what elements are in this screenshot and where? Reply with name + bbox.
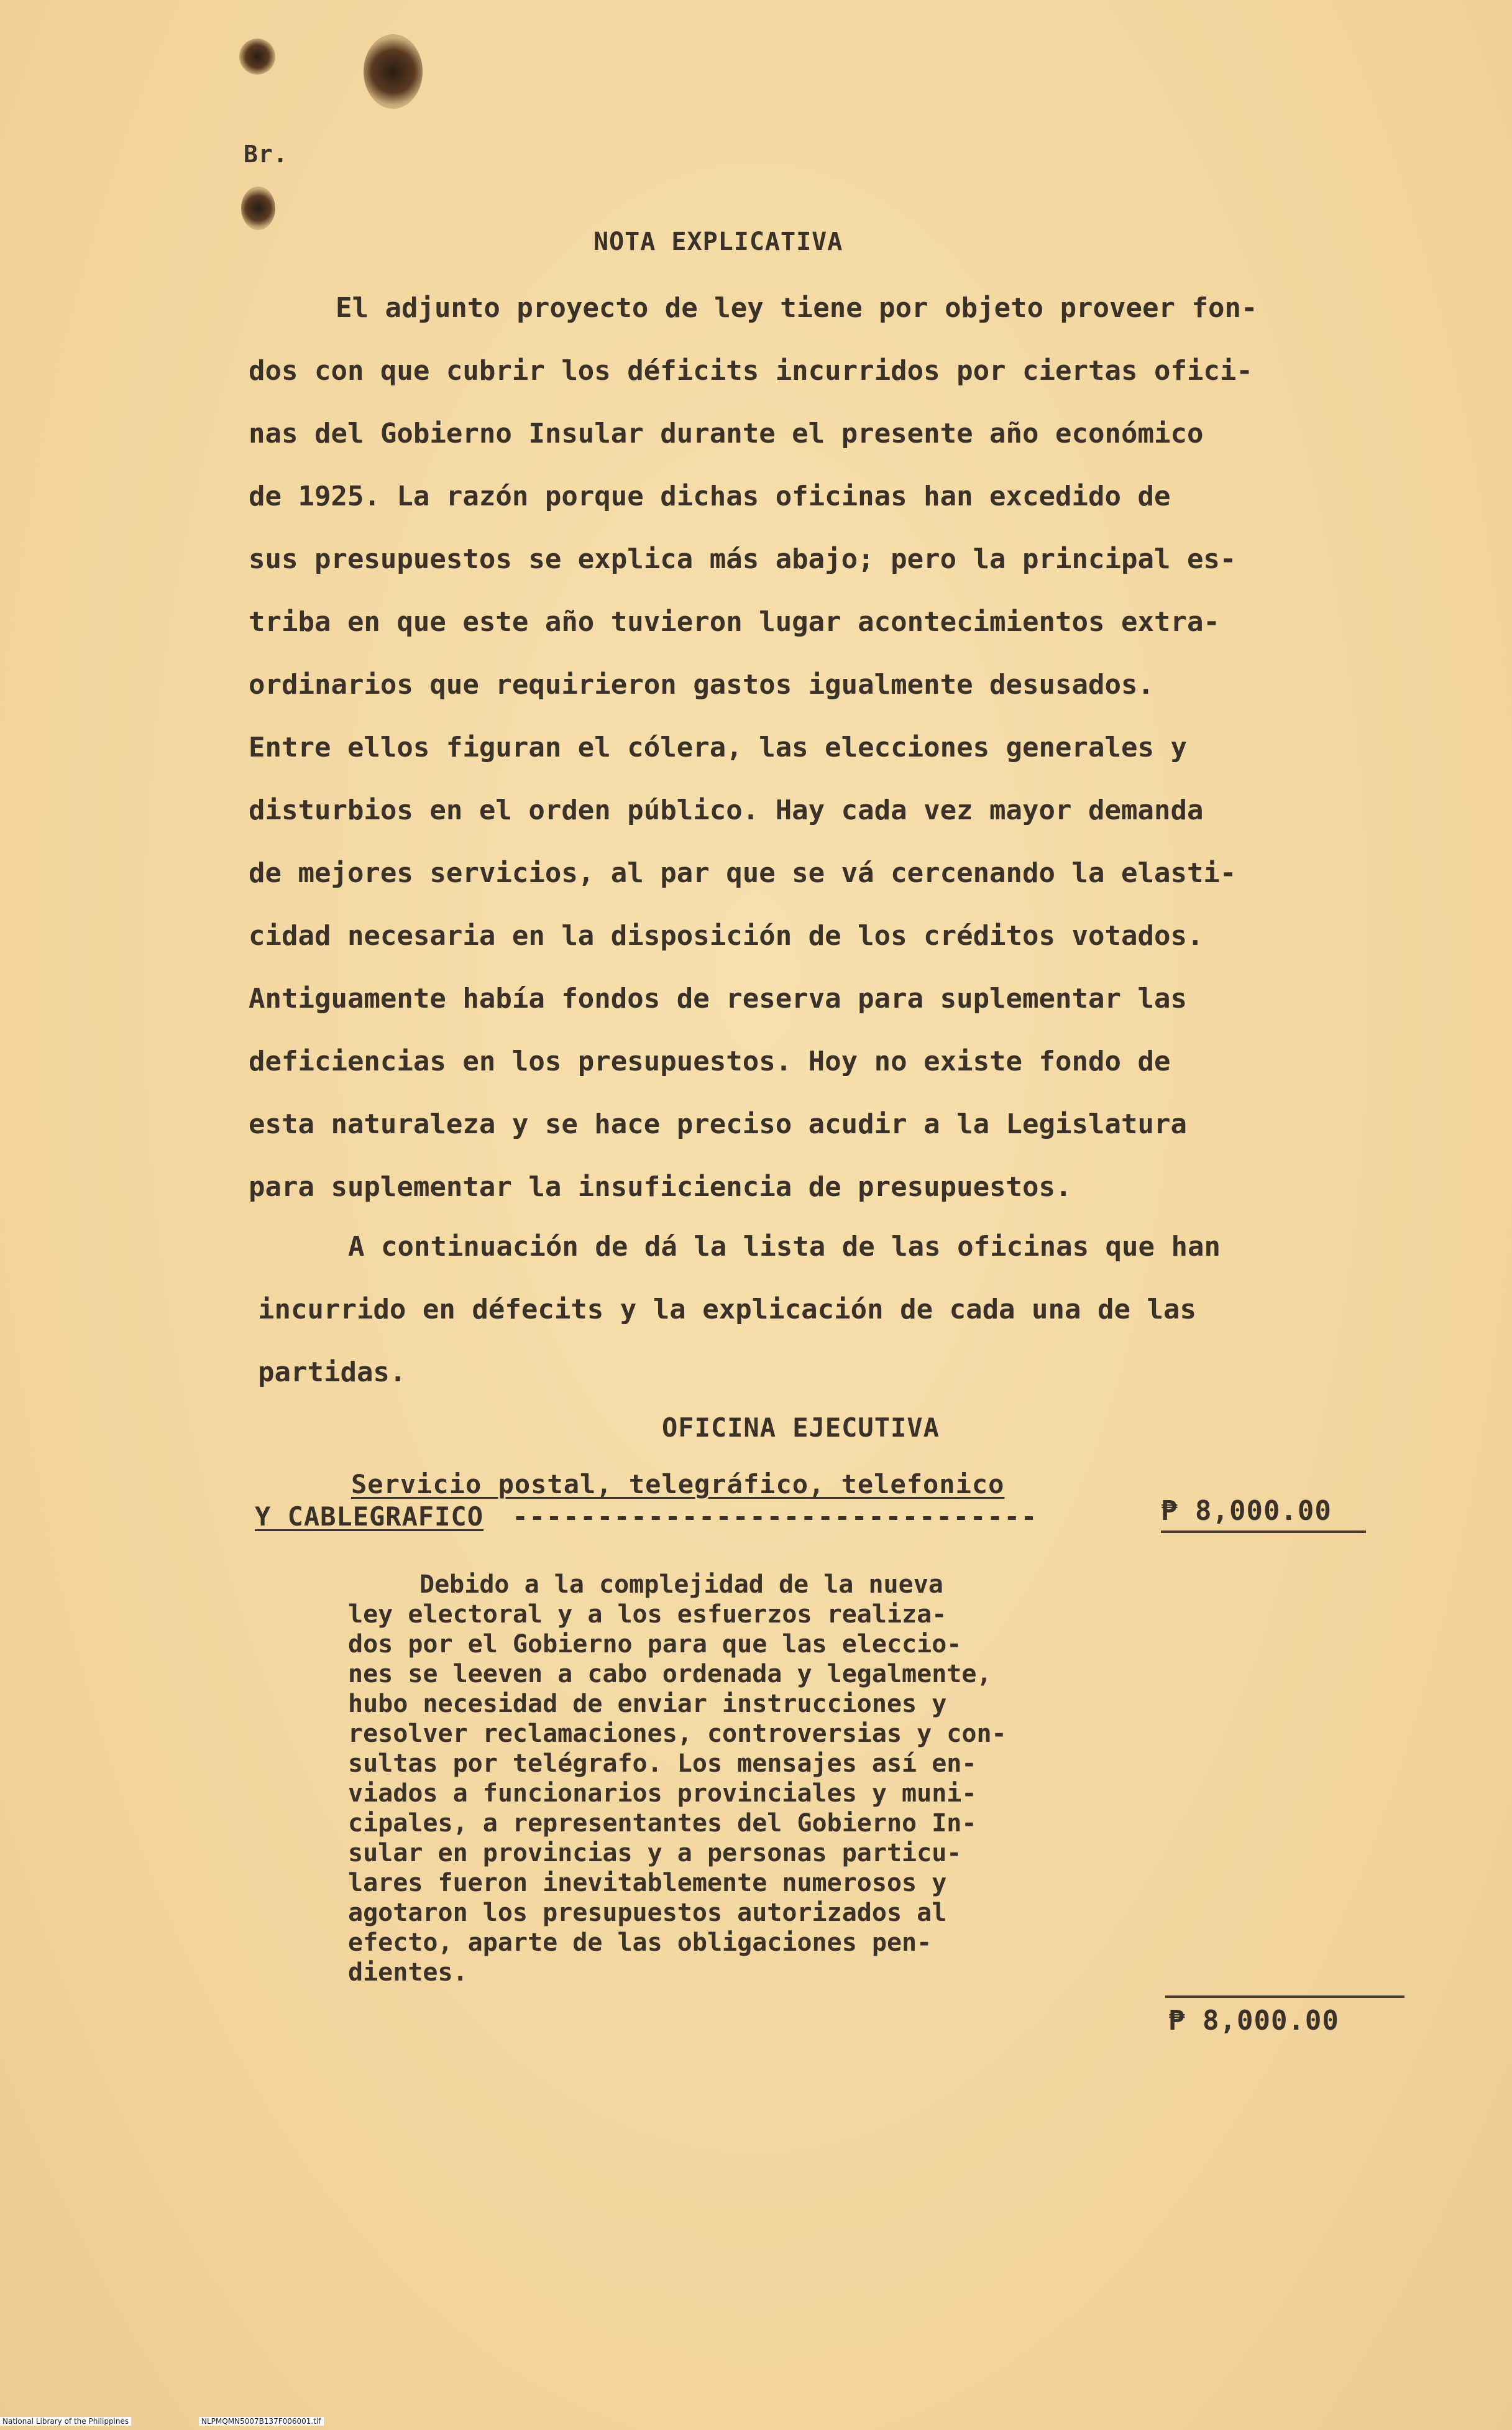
text-line: hubo necesidad de enviar instrucciones y — [348, 1690, 947, 1718]
text-line: Debido a la complejidad de la nueva — [419, 1570, 943, 1599]
text-line: de mejores servicios, al par que se vá cercenando la elasti- — [249, 857, 1237, 889]
text-line: para suplementar la insuficiencia de presupuestos. — [249, 1171, 1072, 1203]
list-intro-paragraph — [249, 1215, 1355, 1404]
total-amount: ₱ 8,000.00 — [1168, 2005, 1339, 2037]
text-line: partidas. — [258, 1356, 406, 1388]
text-line: ordinarios que requirieron gastos igualmente desusados. — [249, 669, 1154, 701]
text-line: viados a funcionarios provinciales y muni- — [348, 1779, 977, 1808]
text-line: deficiencias en los presupuestos. Hoy no existe fondo de — [249, 1046, 1171, 1077]
text-line: dos con que cubrir los déficits incurridos por ciertas ofici- — [249, 355, 1253, 387]
text-line: ley electoral y a los esfuerzos realiza- — [348, 1600, 947, 1629]
leader-dashes: ------------------------------- — [512, 1501, 1038, 1532]
text-line: cipales, a representantes del Gobierno In- — [348, 1809, 977, 1838]
footer-filename: NLPMQMN5007B137F006001.tif — [199, 2417, 324, 2426]
text-line: sular en provincias y a personas particu- — [348, 1839, 962, 1867]
footer-library: National Library of the Philippines — [0, 2417, 131, 2426]
text-line: nas del Gobierno Insular durante el presente año económico — [249, 418, 1204, 449]
text-line: Antiguamente había fondos de reserva para suplementar las — [249, 983, 1187, 1015]
ink-stain — [241, 186, 275, 230]
text-line: esta naturaleza y se hace preciso acudir a la Legislatura — [249, 1108, 1187, 1140]
item-description — [255, 1468, 1038, 1533]
section-title: OFICINA EJECUTIVA — [662, 1412, 940, 1443]
item-line-2: Y CABLEGRAFICO — [255, 1501, 484, 1532]
text-line: A continuación de dá la lista de las oficinas que han — [348, 1231, 1221, 1263]
text-line: agotaron los presupuestos autorizados al — [348, 1898, 947, 1927]
document-mark: Br. — [244, 140, 288, 168]
text-line: nes se leeven a cabo ordenada y legalmente, — [348, 1660, 992, 1688]
text-line: efecto, aparte de las obligaciones pen- — [348, 1928, 932, 1957]
text-line: dientes. — [348, 1958, 468, 1987]
text-line: disturbios en el orden público. Hay cada vez mayor demanda — [249, 794, 1204, 826]
text-line: sus presupuestos se explica más abajo; pero la principal es- — [249, 543, 1237, 575]
ink-stain — [239, 39, 275, 75]
item-amount: ₱ 8,000.00 — [1161, 1495, 1332, 1527]
total-rule — [1165, 1995, 1404, 1998]
text-line: dos por el Gobierno para que las eleccio- — [348, 1630, 962, 1659]
text-line: de 1925. La razón porque dichas oficinas han excedido de — [249, 481, 1171, 512]
item-line-1: Servicio postal, telegráfico, telefonico — [351, 1469, 1005, 1499]
page-title: NOTA EXPLICATIVA — [593, 228, 843, 256]
text-line: El adjunto proyecto de ley tiene por objeto proveer fon- — [336, 292, 1258, 324]
intro-paragraph — [249, 277, 1355, 1218]
text-line: lares fueron inevitablemente numerosos y — [348, 1869, 947, 1897]
ink-stain — [364, 34, 423, 109]
text-line: incurrido en défecits y la explicación de cada una de las — [258, 1294, 1196, 1325]
amount-underline — [1161, 1530, 1366, 1533]
text-line: sultas por telégrafo. Los mensajes así en- — [348, 1749, 977, 1778]
item-explanation — [348, 1570, 1007, 1987]
text-line: cidad necesaria en la disposición de los créditos votados. — [249, 920, 1204, 952]
text-line: Entre ellos figuran el cólera, las elecciones generales y — [249, 732, 1187, 763]
text-line: resolver reclamaciones, controversias y con- — [348, 1719, 1007, 1748]
text-line: triba en que este año tuvieron lugar acontecimientos extra- — [249, 606, 1220, 638]
